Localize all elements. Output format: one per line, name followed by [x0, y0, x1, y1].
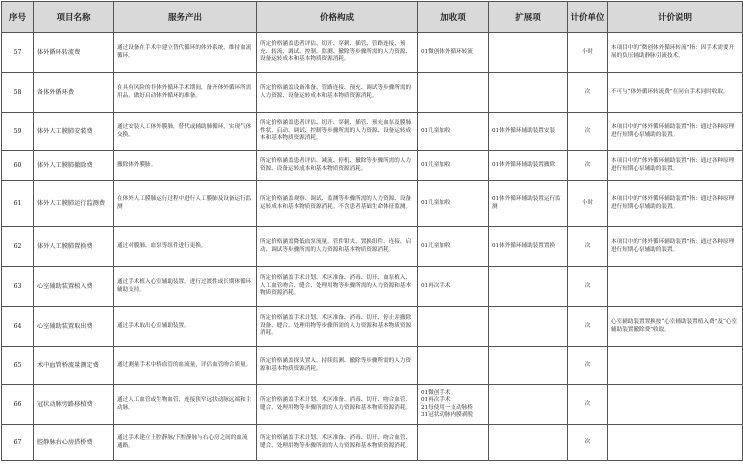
table-row [2, 113, 743, 151]
seq-cell: 65 [2, 347, 34, 385]
note-cell [608, 267, 743, 307]
seq-cell: 66 [2, 385, 34, 425]
note-cell: 本项目中的“体外循环辅助装置”指：通过各种原理进行短期心泵辅助的装置。 [608, 151, 743, 181]
output-cell: 在体外人工膜肺运行过程中进行人工膜肺及设备运行监测 [114, 181, 257, 227]
price-cell: 所定价格涵盖患者评估、切开、穿刺、插管、管路连接、预充、转流、调试、控制、监测、撤除等步骤所需的人力资源、设备运转成本和基本物质资源消耗。 [257, 33, 418, 73]
seq-cell: 59 [2, 113, 34, 151]
seq-cell: 60 [2, 151, 34, 181]
addon-cell [418, 425, 489, 461]
unit-cell: 次 [568, 385, 608, 425]
name-cell: 心室辅助装置植入费 [34, 267, 114, 307]
name-cell: 体外人工膜肺撤除费 [34, 151, 114, 181]
name-cell: 体外人工膜肺安装费 [34, 113, 114, 151]
addon-cell: 01儿童加收 [418, 227, 489, 267]
note-cell: 本项目中的“体外循环辅助装置”指：通过各种原理进行短期心泵辅助的装置。 [608, 181, 743, 227]
header-name: 项目名称 [34, 2, 114, 33]
unit-cell: 次 [568, 347, 608, 385]
name-cell: 体外人工膜肺运行监测费 [34, 181, 114, 227]
table-row [2, 267, 743, 307]
note-cell [608, 385, 743, 425]
header-seq: 序号 [2, 2, 34, 33]
header-note: 计价说明 [608, 2, 743, 33]
unit-cell: 小时 [568, 181, 608, 227]
note-cell [608, 347, 743, 385]
seq-cell: 57 [2, 33, 34, 73]
unit-cell: 次 [568, 73, 608, 113]
header-output: 服务产出 [114, 2, 257, 33]
addon-cell: 01微创体外循环转流 [418, 33, 489, 73]
unit-cell: 次 [568, 425, 608, 461]
seq-cell: 62 [2, 227, 34, 267]
price-cell: 所定价格涵盖手术计划、术区准备、消毒、切开、吻合血管、缝合、处理用物等步骤所需的人力资源和基本物质资源消耗。 [257, 385, 418, 425]
addon-cell: 01再次手术 [418, 267, 489, 307]
unit-cell: 次 [568, 267, 608, 307]
table-row [2, 33, 743, 73]
addon-cell [418, 347, 489, 385]
unit-cell: 次 [568, 307, 608, 347]
table-row [2, 425, 743, 461]
price-cell: 所定价格涵盖观察、调试、监测等步骤所需的人力资源、设备运转成本和基本物质资源消耗。不含患者基础生命体征监测。 [257, 181, 418, 227]
price-cell: 所定价格涵盖患者评估、切开、穿刺、插管、预充血泵及膜肺性状、启动、调试、控制等步骤所需的人力资源、设备运转成本和基本物质资源消耗。 [257, 113, 418, 151]
table-row [2, 227, 743, 267]
seq-cell: 64 [2, 307, 34, 347]
table-row [2, 73, 743, 113]
extend-cell [489, 33, 568, 73]
seq-cell: 67 [2, 425, 34, 461]
seq-cell: 58 [2, 73, 34, 113]
extend-cell [489, 267, 568, 307]
pricing-table [1, 1, 743, 461]
output-cell: 通过手术植入心室辅助装置，进行过渡性或长期体循环辅助支持。 [114, 267, 257, 307]
name-cell: 心室辅助装置取出费 [34, 307, 114, 347]
output-cell: 通过手术取出心室辅助装置。 [114, 307, 257, 347]
addon-cell [418, 73, 489, 113]
extend-cell [489, 425, 568, 461]
name-cell: 体外循环转流费 [34, 33, 114, 73]
table-row [2, 151, 743, 181]
addon-cell: 01儿童加收 [418, 181, 489, 227]
header-row [2, 2, 743, 33]
note-cell: 本项目中的“体外循环辅助装置”指：通过各种原理进行短期心泵辅助的装置。 [608, 227, 743, 267]
header-extend: 扩展项 [489, 2, 568, 33]
seq-cell: 63 [2, 267, 34, 307]
seq-cell: 61 [2, 181, 34, 227]
addon-cell [418, 307, 489, 347]
extend-cell: 01体外循环辅助装置撤除 [489, 151, 568, 181]
output-cell: 通过人工血管或生物血管，连接狭窄远状动脉远端和主动脉。 [114, 385, 257, 425]
output-cell: 通过手术建立上腔静脉/下腔静脉与右心房之间的血流通路。 [114, 425, 257, 461]
unit-cell: 小时 [568, 33, 608, 73]
extend-cell [489, 347, 568, 385]
note-cell: 心室辅助装置置换按“心室辅助装置植入费”及“心室辅助装置撤除费”收取。 [608, 307, 743, 347]
output-cell: 撤除体外膜肺。 [114, 151, 257, 181]
output-cell: 通过测量手术中桥血管的血流量，评估血管吻合质量。 [114, 347, 257, 385]
note-cell [608, 425, 743, 461]
header-price: 价格构成 [257, 2, 418, 33]
addon-cell: 01儿童加收 [418, 113, 489, 151]
addon-cell: 01微创手术 01再次手术 21每使用一支动脉桥 31冠状动脉内膜剥脱 [418, 385, 489, 425]
unit-cell: 次 [568, 227, 608, 267]
unit-cell: 次 [568, 113, 608, 151]
name-cell: 术中血管桥流量测定费 [34, 347, 114, 385]
note-cell: 本项目中的“体外循环辅助装置”指：通过各种原理进行短期心泵辅助的装置。 [608, 113, 743, 151]
price-cell: 所定价格涵盖降低血泵流量，管件钳夹、置换组件、连接、启动、调试等步骤所需的人力资源和基本物质资源消耗。 [257, 227, 418, 267]
price-cell: 所定价格涵盖手术计划、术区准备、消毒、切开、血泵植入、人工血管吻合、缝合、处理用物等步骤所需的人力资源和基本物质资源消耗。 [257, 267, 418, 307]
table-row [2, 347, 743, 385]
unit-cell: 次 [568, 151, 608, 181]
price-cell: 所定价格涵盖探头置入、持续监测、撤除等步骤所需的人力资源和基本物质资源消耗。 [257, 347, 418, 385]
header-addon: 加收项 [418, 2, 489, 33]
table-row [2, 181, 743, 227]
extend-cell: 01体外循环辅助装置置换 [489, 227, 568, 267]
name-cell: 冠状动脉旁路移植费 [34, 385, 114, 425]
name-cell: 体外人工膜肺置换费 [34, 227, 114, 267]
note-cell: 不可与“体外循环转流费”在同台手术同时收取。 [608, 73, 743, 113]
output-cell: 通过对膜肺、血泵等组件进行更换。 [114, 227, 257, 267]
price-cell: 所定价格涵盖设备准备、管路连接、预充、调试等步骤所需的人力资源、设备运转成本和基本物质资源消耗。 [257, 73, 418, 113]
extend-cell [489, 385, 568, 425]
table-row [2, 385, 743, 425]
extend-cell [489, 307, 568, 347]
name-cell: 备体外循环费 [34, 73, 114, 113]
note-cell: 本项目中的“微创体外循环转流”指：因手术需要开展的负压辅助静脉引流技术。 [608, 33, 743, 73]
extend-cell: 01体外循环辅助装置安装 [489, 113, 568, 151]
header-unit: 计价单位 [568, 2, 608, 33]
addon-cell: 01儿童加收 [418, 151, 489, 181]
extend-cell [489, 73, 568, 113]
price-cell: 所定价格涵盖手术计划、术区准备、消毒、切开、吻合血管、缝合、处理用物等步骤所需的人力资源和基本物质资源消耗。 [257, 425, 418, 461]
table-row [2, 307, 743, 347]
price-cell: 所定价格涵盖手术计划、术区准备、消毒、切开、停止并撤除设备、缝合、处理用物等步骤所需的人力资源和基本物质资源消耗。 [257, 307, 418, 347]
output-cell: 在具有风险的非体外循环手术期间，备齐体外循环所需用品，做好启动体外循环的准备。 [114, 73, 257, 113]
price-cell: 所定价格涵盖患者评估、减流、停机、撤除等步骤所需的人力资源、设备运转成本和基本物质资源消耗。 [257, 151, 418, 181]
extend-cell: 01体外循环辅助装置运行监测 [489, 181, 568, 227]
name-cell: 腔静脉右心房搭桥费 [34, 425, 114, 461]
output-cell: 通过安装人工体外膜肺，替代或辅助肺循环，实现气体交换。 [114, 113, 257, 151]
output-cell: 通过设备在手术中建立替代循环的体外系统，维持血流循环。 [114, 33, 257, 73]
